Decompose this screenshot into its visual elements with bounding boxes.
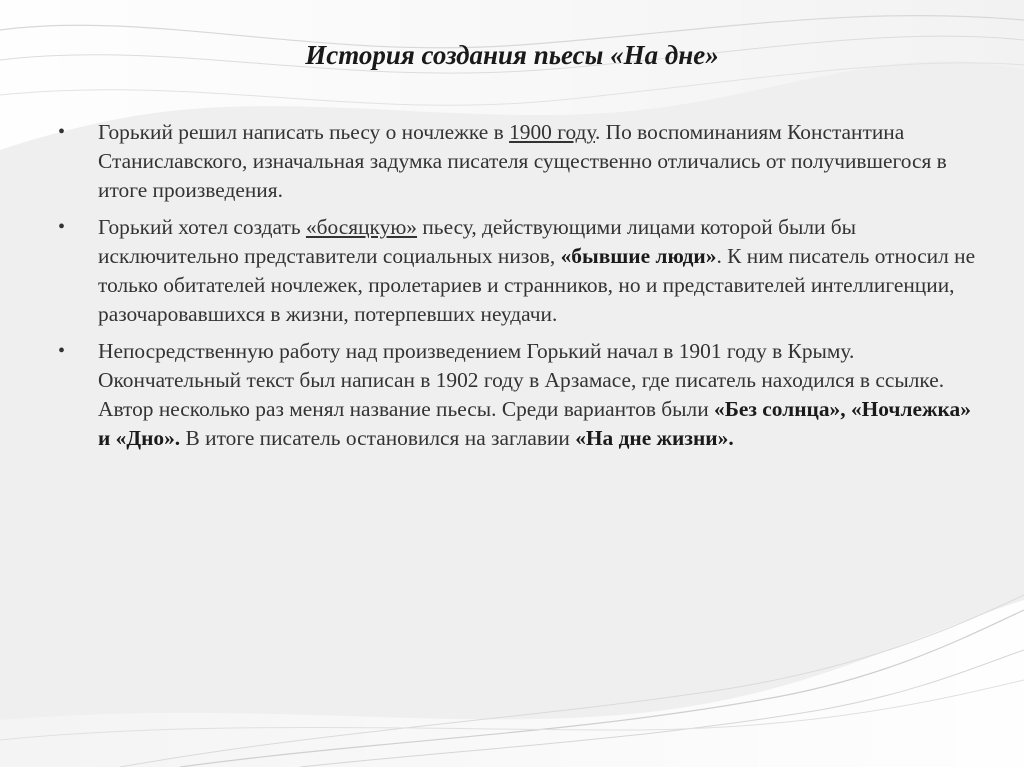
bullet-text: В итоге писатель остановился на заглавии (180, 426, 576, 450)
bullet-icon: • (58, 121, 66, 143)
bullet-icon: • (58, 216, 66, 238)
bullet-icon: • (58, 340, 66, 362)
list-item (58, 337, 978, 453)
bold-text: «На дне жизни». (575, 426, 734, 450)
bullet-text: пьесу, действующими лицами которой были бы исключительно представители социальных низов, (98, 215, 857, 268)
bold-text: «Без солнца», «Ночлежка» и «Дно». (98, 397, 971, 450)
bullet-text: Непосредственную работу над произведением Горький начал в 1901 году в Крыму. Окончательный текст был написан в 1902 году в Арзамасе, где писатель находился в ссылке. Автор несколько раз менял название пьесы. Среди вариантов были (98, 339, 945, 421)
bullet-text: Горький решил написать пьесу о ночлежке в (98, 120, 510, 144)
bullet-text: . По воспоминаниям Константина Станиславского, изначальная задумка писателя существенно отличались от получившегося в итоге произведения. (98, 120, 947, 202)
list-item (58, 118, 978, 205)
slide-title: История создания пьесы «На дне» (305, 40, 719, 70)
underlined-text: «босяцкую» (305, 215, 418, 239)
bullet-text: . К ним писатель относил не только обитателей ночлежек, пролетариев и странников, но и представителей интеллигенции, разочаровавшихся в жизни, потерпевших неудачи. (98, 244, 976, 326)
bold-text: «бывшие люди» (560, 244, 717, 268)
underlined-text: 1900 году (509, 120, 595, 144)
bullet-list (58, 118, 978, 461)
bullet-text: Горький хотел создать (98, 215, 306, 239)
list-item (58, 213, 978, 329)
